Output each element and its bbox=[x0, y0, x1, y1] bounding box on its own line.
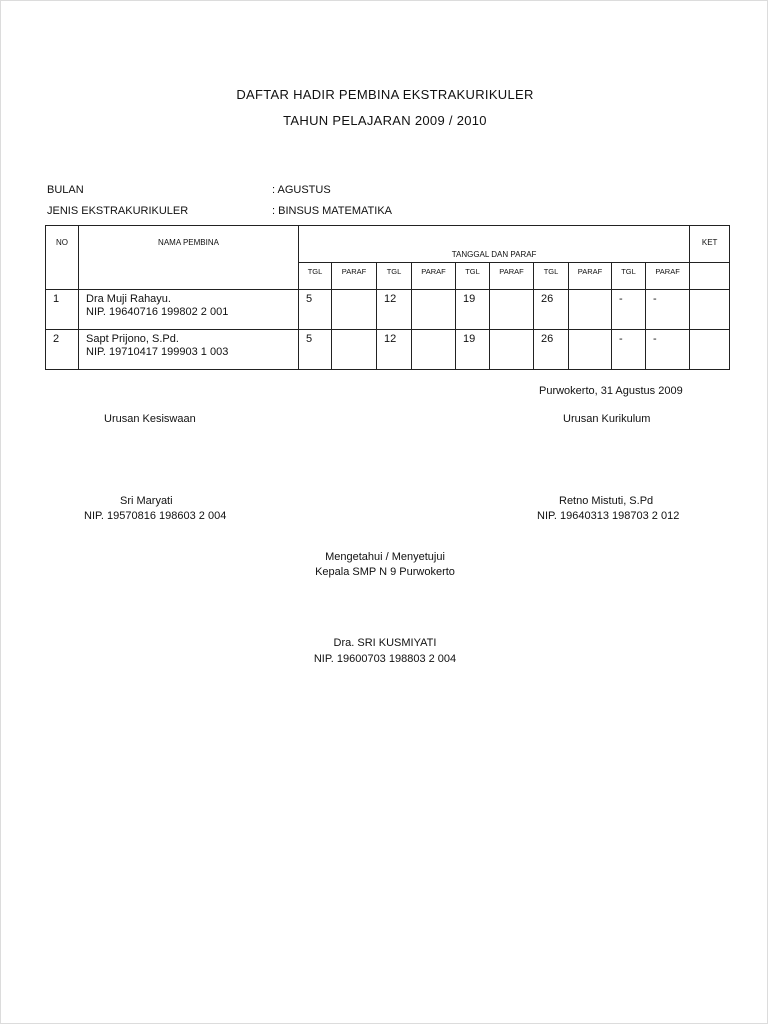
paraf-cell bbox=[412, 290, 456, 330]
tgl-cell: 19 bbox=[456, 330, 490, 370]
bulan-value: : AGUSTUS bbox=[272, 184, 331, 196]
left-signer-nip: NIP. 19570816 198603 2 004 bbox=[84, 510, 227, 522]
approver-name: Dra. SRI KUSMIYATI bbox=[333, 637, 437, 649]
bulan-row bbox=[47, 184, 467, 198]
subheader-paraf: PARAF bbox=[412, 263, 456, 290]
pembina-name: Dra Muji Rahayu. bbox=[86, 293, 171, 305]
pembina-name: Sapt Prijono, S.Pd. bbox=[86, 333, 179, 345]
ket-cell bbox=[690, 330, 730, 370]
paraf-cell bbox=[490, 290, 534, 330]
paraf-cell bbox=[332, 290, 377, 330]
subheader-tgl: TGL bbox=[377, 263, 412, 290]
tgl-cell: - bbox=[612, 290, 646, 330]
tgl-cell: 12 bbox=[377, 290, 412, 330]
pembina-nip: NIP. 19640716 199802 2 001 bbox=[86, 306, 229, 318]
row-no: 1 bbox=[46, 290, 79, 330]
left-signer-name: Sri Maryati bbox=[120, 495, 173, 507]
subheader-ket-blank bbox=[690, 263, 730, 290]
paraf-cell bbox=[332, 330, 377, 370]
approver-line2: Kepala SMP N 9 Purwokerto bbox=[315, 566, 455, 578]
paraf-cell bbox=[490, 330, 534, 370]
place-date: Purwokerto, 31 Agustus 2009 bbox=[539, 385, 683, 397]
tgl-cell: 12 bbox=[377, 330, 412, 370]
table-header-row bbox=[46, 226, 730, 263]
attendance-table bbox=[45, 225, 730, 370]
subheader-tgl: TGL bbox=[299, 263, 332, 290]
row-pembina bbox=[79, 290, 299, 330]
tgl-cell: 5 bbox=[299, 330, 332, 370]
left-signer-role: Urusan Kesiswaan bbox=[104, 413, 196, 425]
document-subtitle: TAHUN PELAJARAN 2009 / 2010 bbox=[283, 113, 487, 128]
tgl-cell: 26 bbox=[534, 330, 569, 370]
subheader-tgl: TGL bbox=[612, 263, 646, 290]
subheader-tgl: TGL bbox=[456, 263, 490, 290]
subheader-paraf: PARAF bbox=[569, 263, 612, 290]
subheader-paraf: PARAF bbox=[646, 263, 690, 290]
paraf-cell: - bbox=[646, 290, 690, 330]
header-nama: NAMA PEMBINA bbox=[79, 226, 299, 290]
ket-cell bbox=[690, 290, 730, 330]
tgl-cell: 5 bbox=[299, 290, 332, 330]
table-row bbox=[46, 290, 730, 330]
approver-line1: Mengetahui / Menyetujui bbox=[325, 551, 445, 563]
tgl-cell: 26 bbox=[534, 290, 569, 330]
jenis-value: : BINSUS MATEMATIKA bbox=[272, 205, 392, 217]
document-title: DAFTAR HADIR PEMBINA EKSTRAKURIKULER bbox=[236, 87, 534, 102]
row-no: 2 bbox=[46, 330, 79, 370]
tgl-cell: 19 bbox=[456, 290, 490, 330]
jenis-row bbox=[47, 205, 467, 219]
jenis-label: JENIS EKSTRAKURIKULER bbox=[47, 205, 189, 217]
paraf-cell bbox=[569, 330, 612, 370]
row-pembina bbox=[79, 330, 299, 370]
header-no: NO bbox=[46, 226, 79, 290]
header-tanggal: TANGGAL DAN PARAF bbox=[299, 226, 690, 263]
approver-nip: NIP. 19600703 198803 2 004 bbox=[313, 653, 457, 665]
tgl-cell: - bbox=[612, 330, 646, 370]
subheader-tgl: TGL bbox=[534, 263, 569, 290]
pembina-nip: NIP. 19710417 199903 1 003 bbox=[86, 346, 229, 358]
right-signer-role: Urusan Kurikulum bbox=[563, 413, 651, 425]
right-signer-name: Retno Mistuti, S.Pd bbox=[559, 495, 654, 507]
subheader-paraf: PARAF bbox=[332, 263, 377, 290]
paraf-cell bbox=[569, 290, 612, 330]
bulan-label: BULAN bbox=[47, 184, 84, 196]
header-ket: KET bbox=[690, 226, 730, 263]
paraf-cell: - bbox=[646, 330, 690, 370]
table-row bbox=[46, 330, 730, 370]
paraf-cell bbox=[412, 330, 456, 370]
subheader-paraf: PARAF bbox=[490, 263, 534, 290]
right-signer-nip: NIP. 19640313 198703 2 012 bbox=[537, 510, 680, 522]
